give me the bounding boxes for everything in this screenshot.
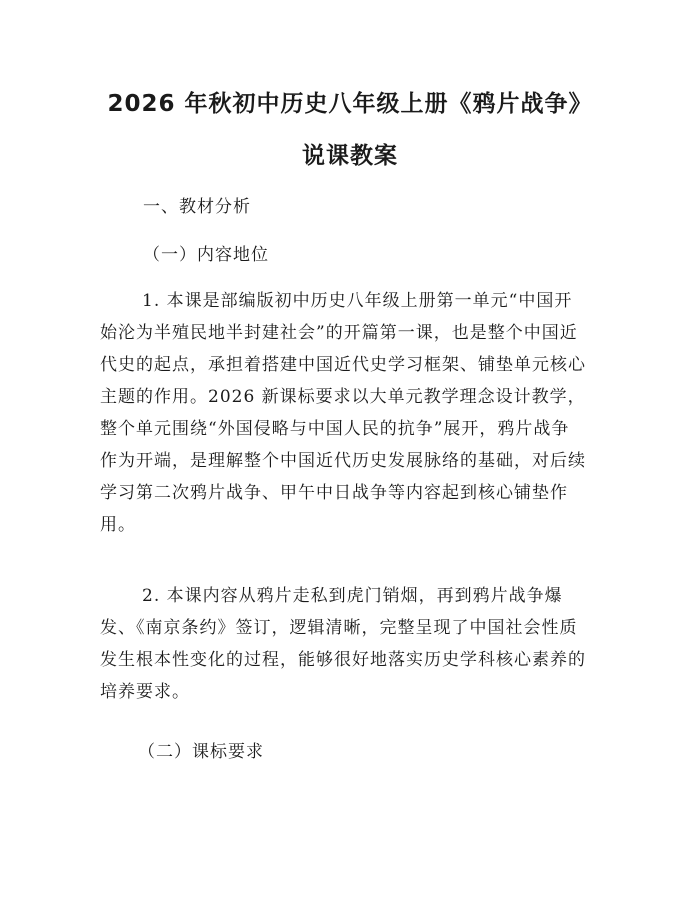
- paragraph-line: 始沦为半殖民地半封建社会”的开篇第一课，也是整个中国近: [100, 323, 578, 343]
- paragraph-line: 学习第二次鸦片战争、甲午中日战争等内容起到核心铺垫作: [100, 483, 568, 503]
- paragraph-1: [100, 285, 605, 541]
- subsection-heading-standards: （二）课标要求: [138, 742, 264, 762]
- paragraph-line: 主题的作用。2026 新课标要求以大单元教学理念设计教学，: [100, 387, 586, 407]
- paragraph-line: 1. 本课是部编版初中历史八年级上册第一单元“中国开: [142, 291, 573, 311]
- section-heading-analysis: 一、教材分析: [143, 197, 251, 217]
- paragraph-line: 作为开端，是理解整个中国近代历史发展脉络的基础，对后续: [100, 451, 586, 471]
- paragraph-line: 2. 本课内容从鸦片走私到虎门销烟，再到鸦片战争爆: [142, 586, 563, 606]
- document-title: 2026 年秋初中历史八年级上册《鸦片战争》: [107, 91, 593, 117]
- paragraph-line: 用。: [100, 515, 136, 535]
- subsection-heading-content: （一）内容地位: [143, 245, 269, 265]
- paragraph-line: 发、《南京条约》签订，逻辑清晰，完整呈现了中国社会性质: [100, 618, 578, 638]
- paragraph-2: [100, 580, 605, 708]
- paragraph-line: 代史的起点，承担着搭建中国近代史学习框架、铺垫单元核心: [100, 355, 586, 375]
- paragraph-line: 培养要求。: [100, 682, 190, 702]
- paragraph-line: 发生根本性变化的过程，能够很好地落实历史学科核心素养的: [100, 650, 586, 670]
- document-subtitle: 说课教案: [302, 143, 398, 169]
- paragraph-line: 整个单元围绕“外国侵略与中国人民的抗争”展开，鸦片战争: [100, 419, 570, 439]
